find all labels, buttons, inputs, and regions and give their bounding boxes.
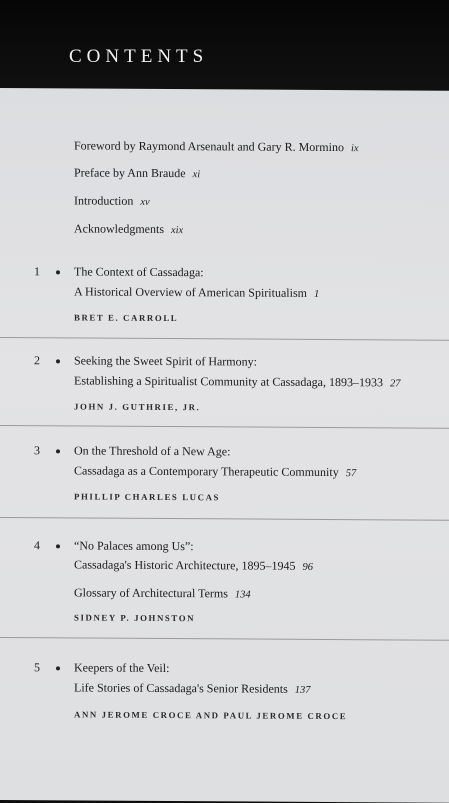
chapter-subtitle-text: Cassadaga as a Contemporary Therapeutic Community [74, 463, 339, 480]
chapter-subtitle-text: Life Stories of Cassadaga's Senior Residents [74, 680, 288, 696]
glossary-label: Glossary of Architectural Terms [74, 585, 228, 601]
chapter-page: 57 [345, 468, 357, 480]
chapter-author: PHILLIP CHARLES LUCAS [74, 491, 221, 503]
chapter-author: SIDNEY P. JOHNSTON [74, 612, 196, 624]
chapter-subtitle [74, 284, 319, 300]
front-matter-label: Introduction [74, 193, 134, 208]
glossary-page: 134 [234, 589, 251, 601]
front-matter-label: Acknowledgments [74, 221, 164, 237]
front-matter-page: xix [170, 225, 184, 237]
divider [0, 425, 449, 429]
bullet-icon [56, 270, 60, 274]
front-matter-item [74, 165, 200, 181]
chapter-author: JOHN J. GUTHRIE, JR. [74, 401, 201, 413]
chapter-page: 137 [294, 684, 311, 696]
chapter-number: 5 [34, 660, 40, 675]
chapter-subtitle [74, 463, 356, 480]
chapter-subtitle [74, 680, 311, 696]
divider [0, 337, 449, 341]
chapter-page: 27 [389, 378, 401, 390]
bullet-icon [56, 359, 60, 363]
front-matter-label: Preface by Ann Braude [74, 165, 186, 181]
divider [0, 637, 449, 641]
chapter-title: “No Palaces among Us”: [74, 538, 194, 554]
chapter-page: 96 [302, 561, 313, 573]
front-matter-page: xi [192, 169, 201, 181]
front-matter-page: ix [350, 143, 359, 155]
front-matter-label: Foreword by Raymond Arsenault and Gary R. Mormino [74, 138, 344, 155]
front-matter-page: xv [140, 196, 150, 208]
contents-page [0, 88, 449, 803]
bullet-icon [56, 449, 60, 453]
chapter-author: BRET E. CARROLL [74, 312, 179, 324]
front-matter-item [74, 193, 150, 208]
chapter-title: Keepers of the Veil: [74, 660, 170, 676]
chapter-subtitle-text: A Historical Overview of American Spiritualism [74, 284, 307, 300]
chapter-subtitle-text: Establishing a Spiritualist Community at Cassadaga, 1893–1933 [74, 373, 383, 390]
chapter-subtitle-text: Cassadaga's Historic Architecture, 1895–1945 [74, 557, 296, 573]
chapter-page: 1 [313, 288, 320, 300]
chapter-subtitle [74, 557, 313, 573]
chapter-number: 4 [34, 538, 40, 553]
page-title: CONTENTS [69, 46, 209, 67]
glossary-entry [74, 585, 251, 601]
chapter-number: 1 [34, 264, 40, 279]
divider [0, 517, 449, 521]
front-matter-item [74, 138, 359, 155]
chapter-number: 3 [34, 443, 40, 458]
chapter-title: The Context of Cassadaga: [74, 264, 204, 280]
chapter-number: 2 [34, 353, 40, 368]
chapter-title: Seeking the Sweet Spirit of Harmony: [74, 353, 257, 369]
chapter-subtitle [74, 373, 400, 390]
chapter-title: On the Threshold of a New Age: [74, 443, 231, 459]
chapter-author: ANN JEROME CROCE AND PAUL JEROME CROCE [74, 709, 348, 722]
dark-background [0, 0, 449, 96]
bullet-icon [56, 666, 60, 670]
front-matter-item [74, 221, 183, 237]
bullet-icon [56, 544, 60, 548]
